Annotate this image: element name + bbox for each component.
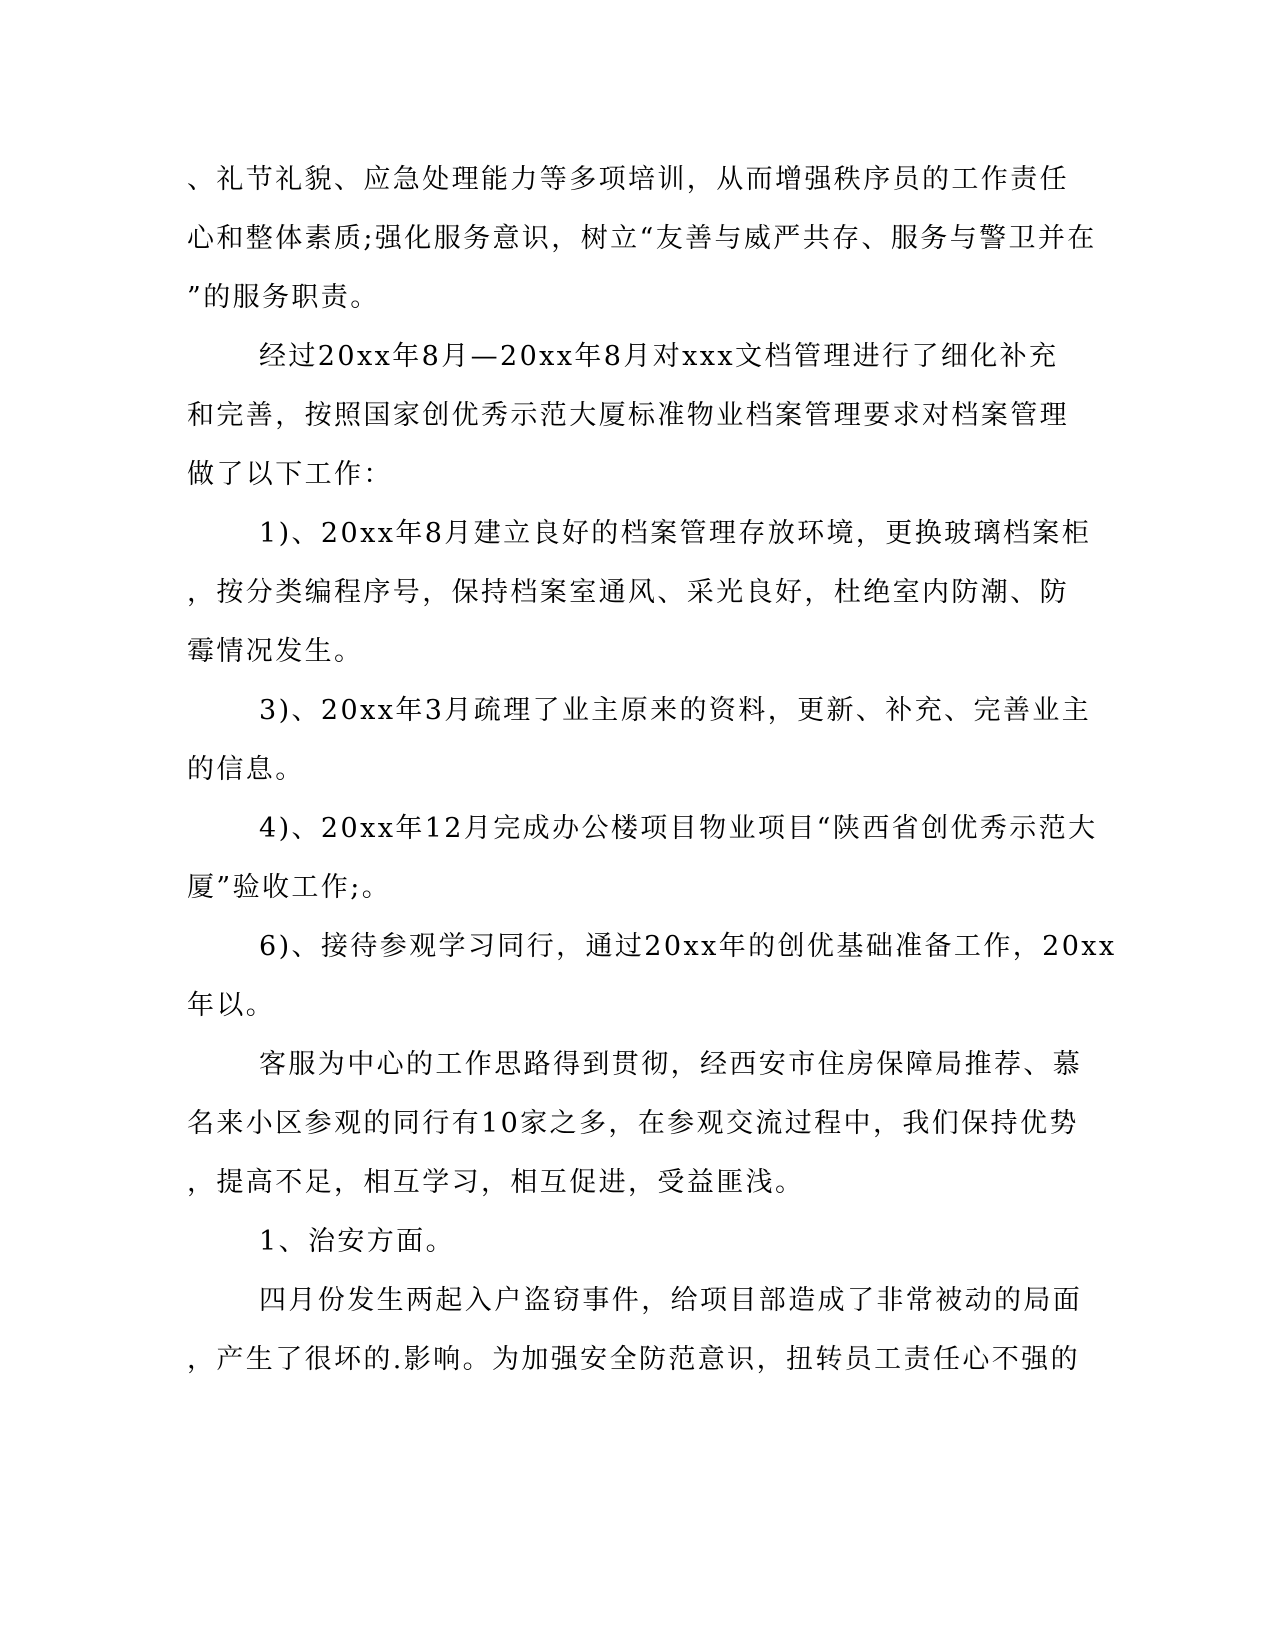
paragraph-start-line: 经过20xx年8月—20xx年8月对xxx文档管理进行了细化补充 (259, 341, 1059, 372)
paragraph-start-line: 3)、20xx年3月疏理了业主原来的资料，更新、补充、完善业主 (259, 695, 1092, 726)
text-line: 名来小区参观的同行有10家之多，在参观交流过程中，我们保持优势 (187, 1108, 1079, 1139)
text-line: ，产生了很坏的.影响。为加强安全防范意识，扭转员工责任心不强的 (187, 1344, 1080, 1375)
text-line: 的信息。 (187, 754, 305, 785)
text-line: 厦”验收工作;。 (187, 872, 392, 903)
section-heading-line: 1、治安方面。 (259, 1226, 455, 1257)
text-line: ，按分类编程序号，保持档案室通风、采光良好，杜绝室内防潮、防 (187, 577, 1069, 608)
text-line: 霉情况发生。 (187, 636, 364, 667)
paragraph-start-line: 4)、20xx年12月完成办公楼项目物业项目“陕西省创优秀示范大 (259, 813, 1098, 844)
text-line: ”的服务职责。 (187, 282, 380, 313)
paragraph-start-line: 6)、接待参观学习同行，通过20xx年的创优基础准备工作，20xx (259, 931, 1117, 962)
text-line: 年以。 (187, 990, 276, 1021)
text-line: 做了以下工作： (187, 459, 393, 490)
text-line: 和完善，按照国家创优秀示范大厦标准物业档案管理要求对档案管理 (187, 400, 1069, 431)
text-line: 、礼节礼貌、应急处理能力等多项培训，从而增强秩序员的工作责任 (187, 164, 1069, 195)
paragraph-start-line: 1)、20xx年8月建立良好的档案管理存放环境，更换玻璃档案柜 (259, 518, 1092, 549)
text-line: ，提高不足，相互学习，相互促进，受益匪浅。 (187, 1167, 805, 1198)
paragraph-start-line: 四月份发生两起入户盗窃事件，给项目部造成了非常被动的局面 (259, 1285, 1083, 1316)
text-line: 心和整体素质;强化服务意识，树立“友善与威严共存、服务与警卫并在 (187, 223, 1097, 254)
paragraph-start-line: 客服为中心的工作思路得到贯彻，经西安市住房保障局推荐、慕 (259, 1049, 1083, 1080)
